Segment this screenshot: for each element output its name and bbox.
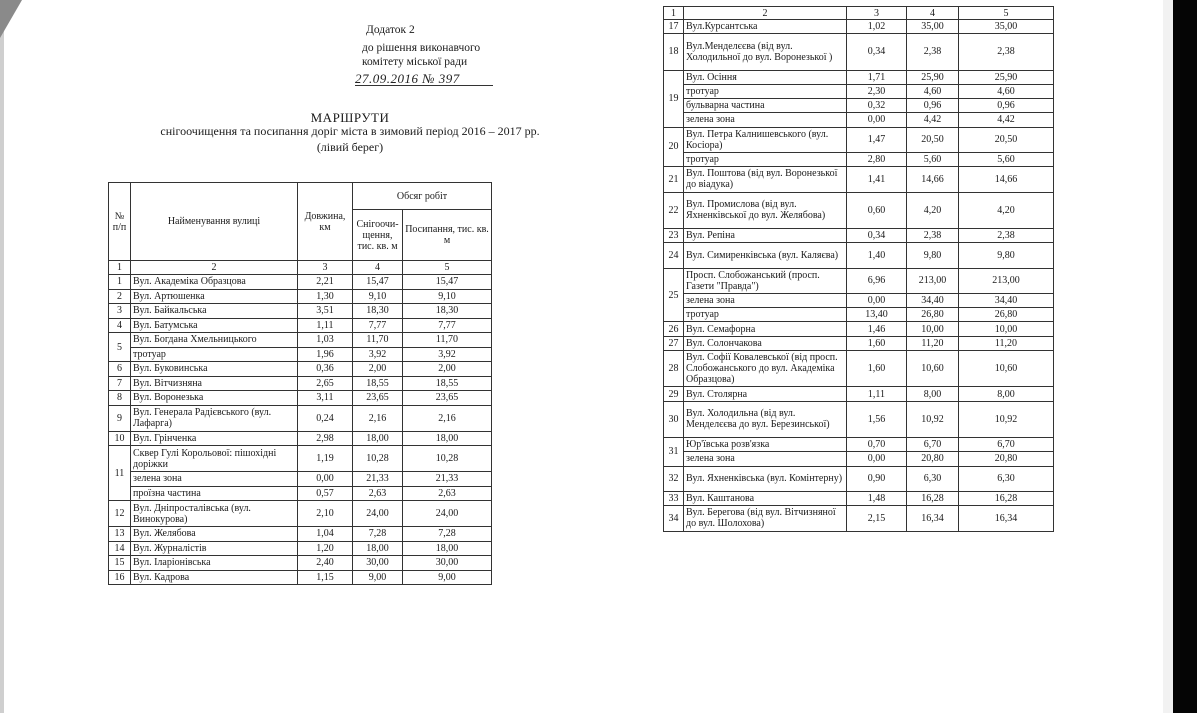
snow-clearing-value: 10,60 xyxy=(907,350,959,387)
col-number-1: 1 xyxy=(109,261,131,275)
table-row xyxy=(109,289,492,304)
length-value: 1,11 xyxy=(298,318,353,333)
row-number: 22 xyxy=(664,192,684,229)
sprinkling-value: 18,00 xyxy=(403,431,492,446)
street-name: тротуар xyxy=(684,308,847,322)
length-value: 13,40 xyxy=(847,308,907,322)
snow-clearing-value: 26,80 xyxy=(907,308,959,322)
street-name: бульварна частина xyxy=(684,99,847,113)
snow-clearing-value: 2,00 xyxy=(353,362,403,377)
table-row xyxy=(109,376,492,391)
scan-left-edge xyxy=(0,0,4,713)
header-number: № п/п xyxy=(109,183,131,261)
table-row xyxy=(664,438,1054,452)
table-row xyxy=(109,501,492,527)
snow-clearing-value: 4,42 xyxy=(907,113,959,127)
table-row xyxy=(664,336,1054,350)
row-number: 33 xyxy=(664,491,684,505)
street-name: Юр'ївська розв'язка xyxy=(684,438,847,452)
length-value: 1,96 xyxy=(298,347,353,362)
length-value: 1,19 xyxy=(298,446,353,472)
snow-clearing-value: 24,00 xyxy=(353,501,403,527)
street-name: Вул. Солончакова xyxy=(684,336,847,350)
street-name: Вул. Журналістів xyxy=(131,541,298,556)
scan-corner-shadow xyxy=(0,0,22,38)
snow-clearing-value: 10,00 xyxy=(907,322,959,336)
snow-clearing-value: 6,70 xyxy=(907,438,959,452)
snow-clearing-value: 11,20 xyxy=(907,336,959,350)
sprinkling-value: 11,70 xyxy=(403,333,492,348)
table-row xyxy=(664,99,1054,113)
row-number: 31 xyxy=(664,438,684,466)
length-value: 1,47 xyxy=(847,127,907,152)
street-name: Вул. Воронезька xyxy=(131,391,298,406)
row-number: 29 xyxy=(664,387,684,401)
length-value: 1,48 xyxy=(847,491,907,505)
appendix-label: Додаток 2 xyxy=(366,24,415,36)
length-value: 1,04 xyxy=(298,527,353,542)
street-name: Вул. Столярна xyxy=(684,387,847,401)
snow-clearing-value: 10,28 xyxy=(353,446,403,472)
row-number: 30 xyxy=(664,401,684,438)
snow-clearing-value: 18,55 xyxy=(353,376,403,391)
snow-clearing-value: 2,38 xyxy=(907,229,959,243)
snow-clearing-value: 18,00 xyxy=(353,431,403,446)
row-number: 21 xyxy=(664,167,684,192)
sprinkling-value: 9,80 xyxy=(959,243,1054,268)
routes-table-right xyxy=(663,6,1054,532)
row-number: 14 xyxy=(109,541,131,556)
street-name: тротуар xyxy=(131,347,298,362)
street-name: зелена зона xyxy=(684,452,847,466)
table-row xyxy=(109,391,492,406)
sprinkling-value: 2,63 xyxy=(403,486,492,501)
snow-clearing-value: 2,16 xyxy=(353,405,403,431)
street-name: Вул. Поштова (від вул. Воронезької до віадука) xyxy=(684,167,847,192)
committee-line: комітету міської ради xyxy=(362,56,468,68)
table-row xyxy=(109,405,492,431)
street-name: Вул. Грінченка xyxy=(131,431,298,446)
street-name: Вул. Желябова xyxy=(131,527,298,542)
row-number: 10 xyxy=(109,431,131,446)
table-row xyxy=(664,34,1054,71)
row-number: 26 xyxy=(664,322,684,336)
length-value: 0,34 xyxy=(847,34,907,71)
length-value: 1,60 xyxy=(847,350,907,387)
snow-clearing-value: 30,00 xyxy=(353,556,403,571)
sprinkling-value: 34,40 xyxy=(959,294,1054,308)
street-name: Вул. Генерала Радієвського (вул. Лафарга) xyxy=(131,405,298,431)
bank-label: (лівий берег) xyxy=(316,140,384,154)
table-row xyxy=(664,308,1054,322)
row-number: 16 xyxy=(109,570,131,585)
table-row xyxy=(664,401,1054,438)
col-number-5: 5 xyxy=(959,7,1054,20)
sprinkling-value: 24,00 xyxy=(403,501,492,527)
table-row xyxy=(109,570,492,585)
street-name: Вул.Курсантська xyxy=(684,20,847,34)
snow-clearing-value: 35,00 xyxy=(907,20,959,34)
street-name: Вул. Богдана Хмельницького xyxy=(131,333,298,348)
row-number: 23 xyxy=(664,229,684,243)
sprinkling-value: 4,20 xyxy=(959,192,1054,229)
col-number-2: 2 xyxy=(684,7,847,20)
scan-right-edge xyxy=(1173,0,1197,713)
sprinkling-value: 10,28 xyxy=(403,446,492,472)
sprinkling-value: 8,00 xyxy=(959,387,1054,401)
length-value: 0,57 xyxy=(298,486,353,501)
length-value: 0,34 xyxy=(847,229,907,243)
row-number: 12 xyxy=(109,501,131,527)
row-number: 2 xyxy=(109,289,131,304)
snow-clearing-value: 25,90 xyxy=(907,70,959,84)
col-number-3: 3 xyxy=(847,7,907,20)
snow-clearing-value: 16,28 xyxy=(907,491,959,505)
street-name: Вул. Софії Ковалевської (від просп. Слобожанського до вул. Академіка Образцова) xyxy=(684,350,847,387)
sprinkling-value: 2,00 xyxy=(403,362,492,377)
length-value: 0,00 xyxy=(847,452,907,466)
street-name: Сквер Гулі Корольової: пішохідні доріжки xyxy=(131,446,298,472)
table-row xyxy=(664,506,1054,531)
table-row xyxy=(664,229,1054,243)
row-number: 32 xyxy=(664,466,684,491)
table-row xyxy=(109,556,492,571)
snow-clearing-value: 6,30 xyxy=(907,466,959,491)
table-row xyxy=(109,527,492,542)
left-table-body xyxy=(109,275,492,585)
length-value: 1,46 xyxy=(847,322,907,336)
length-value: 1,41 xyxy=(847,167,907,192)
col-number-3: 3 xyxy=(298,261,353,275)
sprinkling-value: 26,80 xyxy=(959,308,1054,322)
length-value: 1,30 xyxy=(298,289,353,304)
snow-clearing-value: 9,10 xyxy=(353,289,403,304)
row-number: 7 xyxy=(109,376,131,391)
street-name: Вул. Семафорна xyxy=(684,322,847,336)
table-row xyxy=(664,387,1054,401)
table-row xyxy=(664,113,1054,127)
sprinkling-value: 7,28 xyxy=(403,527,492,542)
sprinkling-value: 6,70 xyxy=(959,438,1054,452)
table-row xyxy=(109,304,492,319)
header-street: Найменування вулиці xyxy=(131,183,298,261)
right-table-body xyxy=(664,20,1054,532)
snow-clearing-value: 2,38 xyxy=(907,34,959,71)
document-subtitle: снігоочищення та посипання доріг міста в зимовий період 2016 – 2017 рр. xyxy=(160,124,540,138)
sprinkling-value: 0,96 xyxy=(959,99,1054,113)
street-name: Вул. Академіка Образцова xyxy=(131,275,298,290)
row-number: 19 xyxy=(664,70,684,127)
sprinkling-value: 7,77 xyxy=(403,318,492,333)
length-value: 2,80 xyxy=(847,152,907,166)
row-number: 27 xyxy=(664,336,684,350)
table-row xyxy=(109,446,492,472)
row-number: 24 xyxy=(664,243,684,268)
table-row xyxy=(664,84,1054,98)
sprinkling-value: 4,42 xyxy=(959,113,1054,127)
table-row xyxy=(664,491,1054,505)
length-value: 1,40 xyxy=(847,243,907,268)
sprinkling-value: 16,28 xyxy=(959,491,1054,505)
street-name: Вул. Осіння xyxy=(684,70,847,84)
length-value: 1,71 xyxy=(847,70,907,84)
sprinkling-value: 25,90 xyxy=(959,70,1054,84)
snow-clearing-value: 9,00 xyxy=(353,570,403,585)
row-number: 3 xyxy=(109,304,131,319)
snow-clearing-value: 18,30 xyxy=(353,304,403,319)
length-value: 0,36 xyxy=(298,362,353,377)
snow-clearing-value: 14,66 xyxy=(907,167,959,192)
handwritten-date-number: 27.09.2016 № 397 xyxy=(355,71,493,86)
street-name: проїзна частина xyxy=(131,486,298,501)
header-snow-clearing: Снігоочи-щення, тис. кв. м xyxy=(353,210,403,261)
sprinkling-value: 213,00 xyxy=(959,268,1054,293)
row-number: 8 xyxy=(109,391,131,406)
row-number: 13 xyxy=(109,527,131,542)
street-name: Вул. Батумська xyxy=(131,318,298,333)
table-row xyxy=(664,243,1054,268)
snow-clearing-value: 213,00 xyxy=(907,268,959,293)
snow-clearing-value: 5,60 xyxy=(907,152,959,166)
street-name: Вул. Артюшенка xyxy=(131,289,298,304)
street-name: Вул. Промислова (від вул. Яхненківської до вул. Желябова) xyxy=(684,192,847,229)
street-name: Вул. Байкальська xyxy=(131,304,298,319)
table-row xyxy=(664,70,1054,84)
sprinkling-value: 18,30 xyxy=(403,304,492,319)
sprinkling-value: 14,66 xyxy=(959,167,1054,192)
table-row xyxy=(109,318,492,333)
sprinkling-value: 11,20 xyxy=(959,336,1054,350)
sprinkling-value: 35,00 xyxy=(959,20,1054,34)
snow-clearing-value: 21,33 xyxy=(353,472,403,487)
sprinkling-value: 6,30 xyxy=(959,466,1054,491)
snow-clearing-value: 4,20 xyxy=(907,192,959,229)
street-name: Вул. Іларіонівська xyxy=(131,556,298,571)
header-work-volume: Обсяг робіт xyxy=(353,183,492,210)
street-name: Вул.Менделєєва (від вул. Холодильної до вул. Воронезької ) xyxy=(684,34,847,71)
length-value: 3,51 xyxy=(298,304,353,319)
length-value: 1,15 xyxy=(298,570,353,585)
length-value: 0,00 xyxy=(298,472,353,487)
street-name: зелена зона xyxy=(684,294,847,308)
table-row xyxy=(664,452,1054,466)
col-number-1: 1 xyxy=(664,7,684,20)
street-name: Вул. Дніпросталівська (вул. Винокурова) xyxy=(131,501,298,527)
document-title: МАРШРУТИ xyxy=(310,110,390,125)
length-value: 2,65 xyxy=(298,376,353,391)
table-row xyxy=(664,127,1054,152)
sprinkling-value: 15,47 xyxy=(403,275,492,290)
snow-clearing-value: 15,47 xyxy=(353,275,403,290)
snow-clearing-value: 16,34 xyxy=(907,506,959,531)
row-number: 17 xyxy=(664,20,684,34)
length-value: 2,98 xyxy=(298,431,353,446)
table-row xyxy=(664,268,1054,293)
sprinkling-value: 20,80 xyxy=(959,452,1054,466)
table-row xyxy=(664,350,1054,387)
street-name: Просп. Слобожанський (просп. Газети "Правда") xyxy=(684,268,847,293)
length-value: 6,96 xyxy=(847,268,907,293)
row-number: 9 xyxy=(109,405,131,431)
sprinkling-value: 23,65 xyxy=(403,391,492,406)
sprinkling-value: 21,33 xyxy=(403,472,492,487)
street-name: Вул. Симиренківська (вул. Каляєва) xyxy=(684,243,847,268)
col-number-4: 4 xyxy=(907,7,959,20)
row-number: 1 xyxy=(109,275,131,290)
col-number-5: 5 xyxy=(403,261,492,275)
sprinkling-value: 2,38 xyxy=(959,34,1054,71)
length-value: 2,10 xyxy=(298,501,353,527)
street-name: зелена зона xyxy=(131,472,298,487)
length-value: 0,90 xyxy=(847,466,907,491)
table-row xyxy=(664,294,1054,308)
snow-clearing-value: 4,60 xyxy=(907,84,959,98)
length-value: 0,70 xyxy=(847,438,907,452)
length-value: 2,40 xyxy=(298,556,353,571)
table-row xyxy=(109,541,492,556)
length-value: 1,20 xyxy=(298,541,353,556)
header-length: Довжина, км xyxy=(298,183,353,261)
col-number-4: 4 xyxy=(353,261,403,275)
table-row xyxy=(109,362,492,377)
table-row xyxy=(664,20,1054,34)
table-row xyxy=(664,192,1054,229)
snow-clearing-value: 3,92 xyxy=(353,347,403,362)
length-value: 1,11 xyxy=(847,387,907,401)
row-number: 28 xyxy=(664,350,684,387)
length-value: 1,60 xyxy=(847,336,907,350)
snow-clearing-value: 20,80 xyxy=(907,452,959,466)
row-number: 4 xyxy=(109,318,131,333)
snow-clearing-value: 9,80 xyxy=(907,243,959,268)
row-number: 5 xyxy=(109,333,131,362)
street-name: Вул. Кадрова xyxy=(131,570,298,585)
length-value: 0,32 xyxy=(847,99,907,113)
sprinkling-value: 5,60 xyxy=(959,152,1054,166)
scan-right-margin xyxy=(1163,0,1173,713)
sprinkling-value: 2,16 xyxy=(403,405,492,431)
street-name: Вул. Холодильна (від вул. Менделєєва до вул. Березинської) xyxy=(684,401,847,438)
header-sprinkling: Посипання, тис. кв. м xyxy=(403,210,492,261)
length-value: 1,56 xyxy=(847,401,907,438)
street-name: Вул. Вітчизняна xyxy=(131,376,298,391)
length-value: 0,60 xyxy=(847,192,907,229)
length-value: 1,03 xyxy=(298,333,353,348)
table-row xyxy=(664,152,1054,166)
length-value: 2,30 xyxy=(847,84,907,98)
sprinkling-value: 20,50 xyxy=(959,127,1054,152)
snow-clearing-value: 7,77 xyxy=(353,318,403,333)
sprinkling-value: 18,00 xyxy=(403,541,492,556)
snow-clearing-value: 8,00 xyxy=(907,387,959,401)
table-row xyxy=(109,275,492,290)
length-value: 1,02 xyxy=(847,20,907,34)
sprinkling-value: 18,55 xyxy=(403,376,492,391)
sprinkling-value: 10,92 xyxy=(959,401,1054,438)
sprinkling-value: 10,60 xyxy=(959,350,1054,387)
snow-clearing-value: 2,63 xyxy=(353,486,403,501)
length-value: 0,00 xyxy=(847,294,907,308)
routes-table-left xyxy=(108,182,492,585)
street-name: Вул. Петра Калнишевського (вул. Косіора) xyxy=(684,127,847,152)
length-value: 0,24 xyxy=(298,405,353,431)
street-name: Вул. Буковинська xyxy=(131,362,298,377)
street-name: Вул. Каштанова xyxy=(684,491,847,505)
table-row xyxy=(664,466,1054,491)
row-number: 6 xyxy=(109,362,131,377)
length-value: 3,11 xyxy=(298,391,353,406)
length-value: 0,00 xyxy=(847,113,907,127)
decision-line: до рішення виконавчого xyxy=(362,42,481,54)
sprinkling-value: 9,10 xyxy=(403,289,492,304)
row-number: 20 xyxy=(664,127,684,167)
street-name: Вул. Репіна xyxy=(684,229,847,243)
snow-clearing-value: 11,70 xyxy=(353,333,403,348)
sprinkling-value: 4,60 xyxy=(959,84,1054,98)
table-row xyxy=(109,472,492,487)
snow-clearing-value: 0,96 xyxy=(907,99,959,113)
sprinkling-value: 10,00 xyxy=(959,322,1054,336)
sprinkling-value: 9,00 xyxy=(403,570,492,585)
sprinkling-value: 2,38 xyxy=(959,229,1054,243)
col-number-2: 2 xyxy=(131,261,298,275)
row-number: 15 xyxy=(109,556,131,571)
table-row xyxy=(109,347,492,362)
length-value: 2,21 xyxy=(298,275,353,290)
snow-clearing-value: 18,00 xyxy=(353,541,403,556)
street-name: Вул. Берегова (від вул. Вітчизняної до вул. Шолохова) xyxy=(684,506,847,531)
street-name: зелена зона xyxy=(684,113,847,127)
table-row xyxy=(109,431,492,446)
table-row xyxy=(664,322,1054,336)
row-number: 25 xyxy=(664,268,684,322)
street-name: тротуар xyxy=(684,84,847,98)
street-name: Вул. Яхненківська (вул. Комінтерну) xyxy=(684,466,847,491)
snow-clearing-value: 10,92 xyxy=(907,401,959,438)
sprinkling-value: 30,00 xyxy=(403,556,492,571)
sprinkling-value: 3,92 xyxy=(403,347,492,362)
row-number: 18 xyxy=(664,34,684,71)
snow-clearing-value: 7,28 xyxy=(353,527,403,542)
snow-clearing-value: 20,50 xyxy=(907,127,959,152)
table-row xyxy=(664,167,1054,192)
snow-clearing-value: 23,65 xyxy=(353,391,403,406)
sprinkling-value: 16,34 xyxy=(959,506,1054,531)
snow-clearing-value: 34,40 xyxy=(907,294,959,308)
length-value: 2,15 xyxy=(847,506,907,531)
street-name: тротуар xyxy=(684,152,847,166)
row-number: 34 xyxy=(664,506,684,531)
table-row xyxy=(109,486,492,501)
table-row xyxy=(109,333,492,348)
row-number: 11 xyxy=(109,446,131,501)
